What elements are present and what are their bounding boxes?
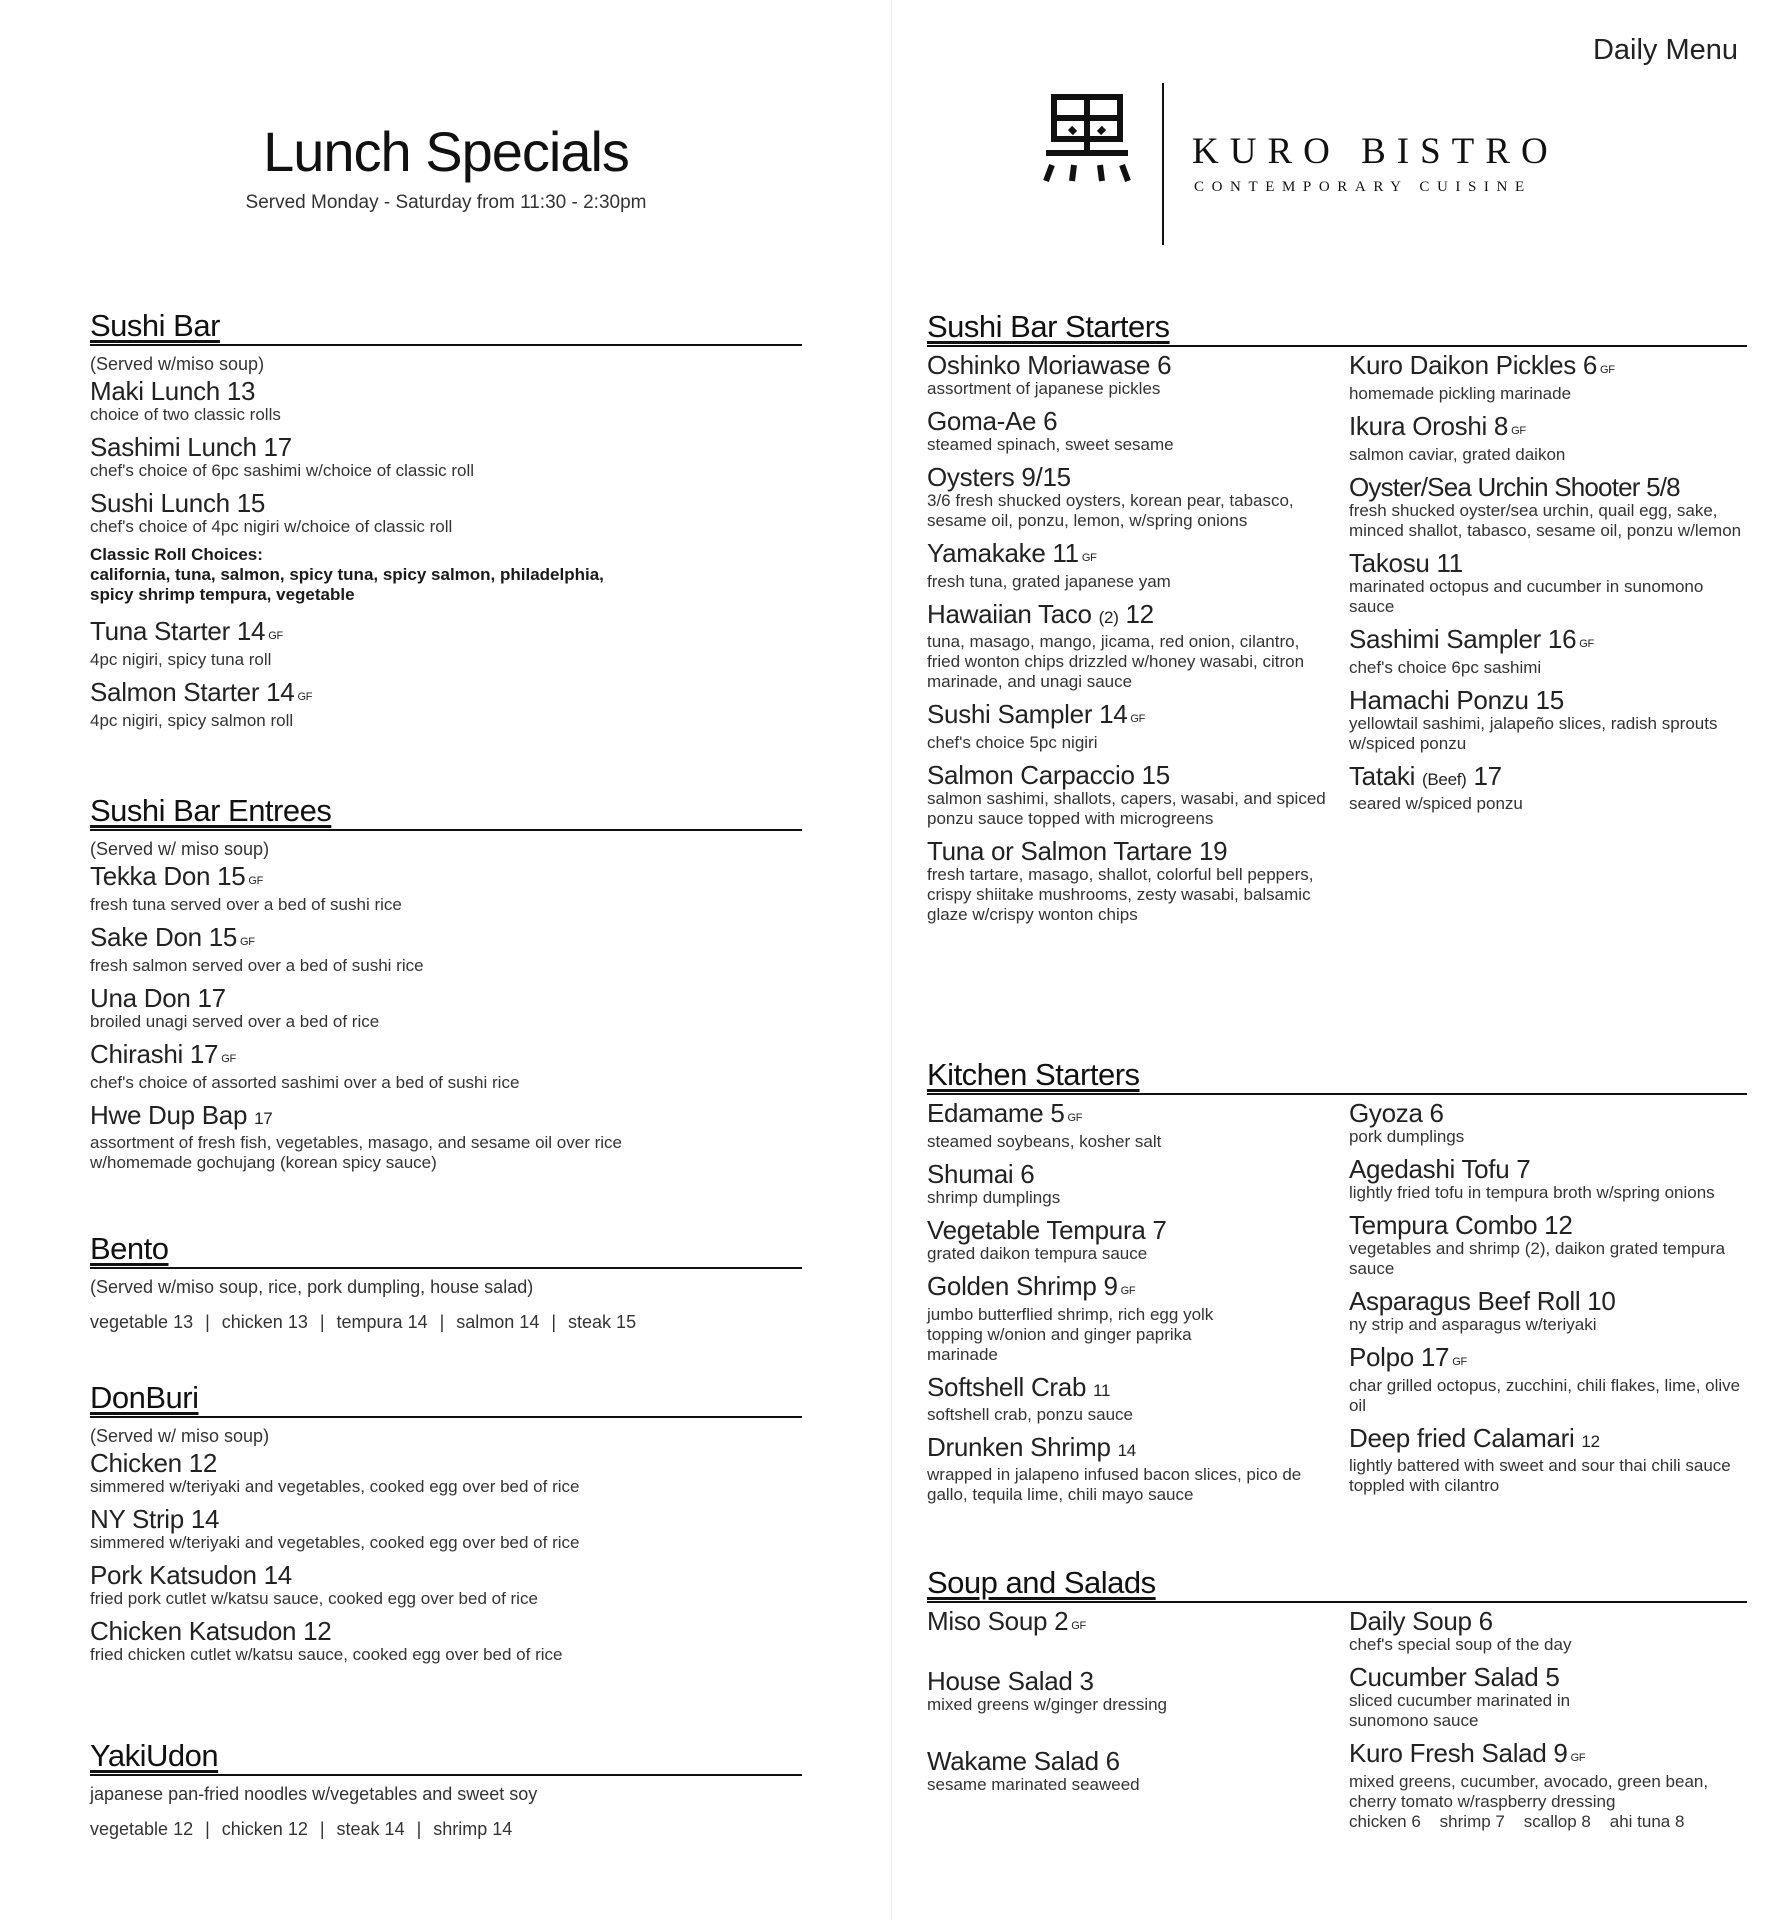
menu-item (1349, 1663, 1747, 1731)
item-name: Goma-Ae 6 (927, 406, 1058, 436)
menu-item (927, 463, 1335, 531)
gluten-free-badge: GF (1579, 638, 1594, 650)
item-title: Sushi Sampler 14 (927, 699, 1128, 729)
menu-item (90, 1449, 802, 1497)
item-name: Oysters 9/15 (927, 462, 1071, 492)
two-columns (927, 347, 1747, 925)
section-soup-and-salads (927, 1565, 1747, 1832)
section-kitchen-starters (927, 1057, 1747, 1505)
item-desc: fresh salmon served over a bed of sushi rice (90, 956, 424, 975)
item-name (927, 1373, 1335, 1405)
menu-item (90, 862, 802, 915)
menu-item (90, 1505, 802, 1553)
gluten-free-badge: GF (1071, 1620, 1086, 1632)
menu-item (1349, 1211, 1747, 1279)
item-desc: fresh shucked oyster/sea urchin, quail egg, sake, minced shallot, tabasco, sesame oil, ponzu w/lemon (1348, 501, 1742, 540)
item-title: Sake Don 15 (90, 922, 238, 952)
item-name: Asparagus Beef Roll 10 (1348, 1286, 1616, 1316)
yakiudon-choices (90, 1819, 802, 1840)
menu-item (1349, 1343, 1747, 1416)
gluten-free-badge: GF (248, 875, 264, 887)
item-desc: sesame marinated seaweed (927, 1775, 1140, 1794)
section-title: Sushi Bar (90, 308, 802, 346)
section-sushi-bar (90, 308, 802, 731)
item-name (1349, 1739, 1747, 1772)
choice-item: shrimp 14 (433, 1819, 513, 1839)
gluten-free-badge: GF (1600, 364, 1615, 376)
menu-item (90, 1561, 802, 1609)
item-price: 17 (254, 1109, 273, 1128)
menu-item (1349, 549, 1747, 617)
lunch-specials-header (90, 120, 802, 214)
separator: | (319, 1819, 325, 1839)
item-desc: lightly battered with sweet and sour thai chili sauce toppled with cilantro (1348, 1456, 1731, 1495)
item-desc: 4pc nigiri, spicy tuna roll (90, 650, 272, 669)
menu-item (927, 1433, 1335, 1505)
item-desc: broiled unagi served over a bed of rice (90, 1012, 380, 1031)
item-desc: salmon caviar, grated daikon (1348, 445, 1566, 464)
item-title: Deep fried Calamari (1348, 1423, 1575, 1453)
menu-item (1349, 351, 1747, 404)
gluten-free-badge: GF (240, 936, 255, 948)
column-left (927, 347, 1335, 925)
menu-item (90, 489, 802, 537)
separator: | (551, 1312, 557, 1332)
item-desc: fresh tuna served over a bed of sushi rice (90, 895, 402, 914)
item-name: Cucumber Salad 5 (1348, 1662, 1560, 1692)
choice-item: salmon 14 (456, 1312, 540, 1332)
item-title: Miso Soup 2 (927, 1606, 1069, 1636)
item-desc: lightly fried tofu in tempura broth w/spring onions (1348, 1183, 1715, 1202)
menu-item (927, 837, 1335, 925)
item-title: Golden Shrimp 9 (927, 1271, 1118, 1301)
item-desc: choice of two classic rolls (90, 405, 281, 424)
choice-item: steak 14 (336, 1819, 405, 1839)
menu-item (1349, 686, 1747, 754)
menu-item (90, 923, 802, 976)
item-name: Oshinko Moriawase 6 (927, 350, 1172, 380)
item-title: Sashimi Sampler 16 (1348, 624, 1577, 654)
menu-item (927, 351, 1335, 399)
section-title: Bento (90, 1231, 802, 1269)
menu-item (90, 1617, 802, 1665)
item-desc: fresh tartare, masago, shallot, colorful bell peppers, crispy shiitake mushrooms, zesty wasabi, balsamic glaze w/crispy wonton chips (927, 865, 1314, 924)
item-desc: steamed soybeans, kosher salt (927, 1132, 1162, 1151)
section-note: (Served w/miso soup) (90, 354, 265, 374)
item-name: Maki Lunch 13 (90, 376, 256, 406)
choice-item: steak 15 (568, 1312, 637, 1332)
item-name (1349, 762, 1747, 794)
item-name (1349, 1424, 1747, 1456)
item-name: Tempura Combo 12 (1348, 1210, 1573, 1240)
item-qualifier: (Beef) (1422, 770, 1467, 789)
column-right (1349, 1095, 1747, 1505)
menu-item (1349, 473, 1747, 541)
page-subtitle: Served Monday - Saturday from 11:30 - 2:30pm (245, 192, 647, 213)
item-title: Hwe Dup Bap (90, 1100, 248, 1130)
item-title: Edamame 5 (927, 1098, 1065, 1128)
kuro-kanji-icon (1042, 93, 1132, 185)
item-name: Oyster/Sea Urchin Shooter 5/8 (1348, 472, 1680, 502)
item-name: Una Don 17 (90, 983, 226, 1013)
item-title: Softshell Crab (927, 1372, 1087, 1402)
menu-item (927, 761, 1335, 829)
daily-menu-label: Daily Menu (1592, 34, 1738, 66)
item-desc: 3/6 fresh shucked oysters, korean pear, tabasco, sesame oil, ponzu, lemon, w/spring onions (927, 491, 1294, 530)
item-name (90, 1101, 802, 1133)
section-note: (Served w/ miso soup) (90, 839, 270, 859)
item-name: Chicken 12 (90, 1448, 218, 1478)
item-desc: chef's special soup of the day (1348, 1635, 1572, 1654)
item-desc: shrimp dumplings (927, 1188, 1061, 1207)
column-right (1349, 1603, 1747, 1832)
menu-item (927, 539, 1335, 592)
menu-item (927, 1667, 1335, 1739)
gluten-free-badge: GF (268, 630, 283, 642)
separator: | (205, 1312, 210, 1332)
item-desc: chef's choice of assorted sashimi over a bed of sushi rice (90, 1073, 520, 1092)
item-desc: marinated octopus and cucumber in sunomono sauce (1348, 577, 1704, 616)
item-name (90, 923, 802, 956)
item-name: Pork Katsudon 14 (90, 1560, 292, 1590)
page-title: Lunch Specials (263, 120, 629, 183)
menu-item (90, 617, 802, 670)
restaurant-logo (1042, 83, 1582, 245)
menu-item (90, 678, 802, 731)
item-desc: chef's choice of 6pc sashimi w/choice of classic roll (90, 461, 475, 480)
item-desc: homemade pickling marinade (1348, 384, 1572, 403)
gluten-free-badge: GF (297, 691, 313, 703)
item-name: House Salad 3 (927, 1666, 1094, 1696)
item-name (927, 1099, 1335, 1132)
menu-item (1349, 1739, 1747, 1832)
item-name: Gyoza 6 (1348, 1098, 1444, 1128)
section-yakiudon (90, 1738, 802, 1840)
menu-item (1349, 412, 1747, 465)
item-desc: chef's choice 6pc sashimi (1348, 658, 1542, 677)
choice-item: tempura 14 (336, 1312, 428, 1332)
menu-item (927, 600, 1335, 692)
item-name (1349, 412, 1747, 445)
item-desc: fresh tuna, grated japanese yam (927, 572, 1171, 591)
right-page (927, 0, 1747, 1920)
logo-divider (1162, 83, 1164, 245)
menu-item (1349, 1424, 1747, 1496)
item-name (927, 1607, 1335, 1640)
menu-item (927, 1607, 1335, 1659)
gluten-free-badge: GF (1130, 713, 1146, 725)
item-name (90, 862, 802, 895)
item-title: Tataki (1348, 761, 1416, 791)
gluten-free-badge: GF (1570, 1752, 1586, 1764)
menu-item (90, 1040, 802, 1093)
section-sushi-bar-starters (927, 309, 1747, 925)
separator: | (416, 1819, 422, 1839)
column-left (927, 1603, 1335, 1832)
item-desc: assortment of japanese pickles (927, 379, 1161, 398)
item-desc: steamed spinach, sweet sesame (927, 435, 1174, 454)
item-desc: salmon sashimi, shallots, capers, wasabi, and spiced ponzu sauce topped with microgreens (927, 789, 1326, 828)
item-name: Daily Soup 6 (1348, 1606, 1493, 1636)
menu-item (927, 1272, 1335, 1365)
item-name: Chicken Katsudon 12 (90, 1616, 332, 1646)
two-columns (927, 1603, 1747, 1832)
menu-item (927, 1373, 1335, 1425)
menu-item (927, 1747, 1335, 1795)
item-name (90, 1040, 802, 1073)
menu-item (1349, 1155, 1747, 1203)
menu-item (927, 1160, 1335, 1208)
menu-item (1349, 1607, 1747, 1655)
item-name (927, 600, 1335, 632)
choice-item: vegetable 13 (90, 1312, 194, 1332)
item-name (90, 617, 802, 650)
item-title: Tekka Don 15 (90, 861, 246, 891)
bento-choices (90, 1312, 802, 1333)
item-price: 14 (1117, 1441, 1136, 1460)
restaurant-tagline: CONTEMPORARY CUISINE (1194, 179, 1532, 195)
section-title: Sushi Bar Entrees (90, 793, 802, 831)
item-desc: assortment of fresh fish, vegetables, masago, and sesame oil over rice w/homemade gochujang (korean spicy sauce) (90, 1133, 622, 1172)
item-name: Agedashi Tofu 7 (1348, 1154, 1531, 1184)
gluten-free-badge: GF (1452, 1356, 1467, 1368)
item-title: Chirashi 17 (90, 1039, 219, 1069)
section-title: DonBuri (90, 1380, 802, 1418)
column-left (927, 1095, 1335, 1505)
item-name (927, 1433, 1335, 1465)
item-name: Takosu 11 (1348, 548, 1463, 578)
item-desc: wrapped in jalapeno infused bacon slices, pico de gallo, tequila lime, chili mayo sauce (927, 1465, 1302, 1504)
item-desc: chef's choice 5pc nigiri (927, 733, 1098, 752)
menu-item (927, 407, 1335, 455)
item-price: 12 (1125, 599, 1154, 629)
item-name: Hamachi Ponzu 15 (1348, 685, 1564, 715)
item-title: Yamakake 11 (927, 538, 1079, 568)
section-note: (Served w/miso soup, rice, pork dumpling, house salad) (90, 1277, 534, 1297)
item-name: Shumai 6 (927, 1159, 1035, 1189)
item-title: Salmon Starter 14 (90, 677, 295, 707)
item-title: Polpo 17 (1348, 1342, 1450, 1372)
menu-item (90, 1101, 802, 1173)
salad-add-ons: chicken 6 shrimp 7 scallop 8 ahi tuna 8 (1348, 1812, 1685, 1831)
item-desc: chef's choice of 4pc nigiri w/choice of classic roll (90, 517, 453, 536)
item-desc: simmered w/teriyaki and vegetables, cooked egg over bed of rice (90, 1533, 580, 1552)
item-desc: jumbo butterflied shrimp, rich egg yolk topping w/onion and ginger paprika marinade (927, 1305, 1214, 1364)
item-name (927, 1272, 1335, 1305)
separator: | (319, 1312, 325, 1332)
item-qty: (2) (1098, 608, 1119, 627)
section-bento (90, 1231, 802, 1333)
separator: | (439, 1312, 445, 1332)
menu-item (90, 377, 802, 425)
item-price: 17 (1473, 761, 1502, 791)
menu-item (927, 1099, 1335, 1152)
classic-roll-heading: Classic Roll Choices: (90, 545, 263, 564)
item-name: Sashimi Lunch 17 (90, 432, 292, 462)
item-title: Hawaiian Taco (927, 599, 1092, 629)
item-name: Vegetable Tempura 7 (927, 1215, 1167, 1245)
restaurant-name: KURO BISTRO (1192, 131, 1559, 172)
item-title: Kuro Daikon Pickles 6 (1348, 350, 1598, 380)
section-donburi (90, 1380, 802, 1665)
item-name (927, 700, 1335, 733)
menu-item (1349, 762, 1747, 814)
two-columns (927, 1095, 1747, 1505)
gluten-free-badge: GF (1511, 425, 1526, 437)
item-desc: char grilled octopus, zucchini, chili flakes, lime, olive oil (1348, 1376, 1741, 1415)
menu-item (90, 984, 802, 1032)
item-desc: fried pork cutlet w/katsu sauce, cooked egg over bed of rice (90, 1589, 538, 1608)
item-desc: 4pc nigiri, spicy salmon roll (90, 711, 294, 730)
item-name (1349, 351, 1747, 384)
section-title: YakiUdon (90, 1738, 802, 1776)
section-note: japanese pan-fried noodles w/vegetables and sweet soy (90, 1784, 538, 1804)
item-name (1349, 625, 1747, 658)
column-right (1349, 347, 1747, 925)
item-price: 12 (1581, 1432, 1600, 1451)
page-fold (891, 0, 892, 1920)
item-desc: simmered w/teriyaki and vegetables, cooked egg over bed of rice (90, 1477, 580, 1496)
item-title: Drunken Shrimp (927, 1432, 1111, 1462)
classic-roll-list: california, tuna, salmon, spicy tuna, spicy salmon, philadelphia, spicy shrimp tempura, vegetable (90, 565, 604, 604)
choice-item: chicken 12 (221, 1819, 308, 1839)
menu-item (1349, 1099, 1747, 1147)
separator: | (205, 1819, 210, 1839)
gluten-free-badge: GF (221, 1053, 236, 1065)
item-desc: sliced cucumber marinated in sunomono sauce (1348, 1691, 1571, 1730)
section-note: (Served w/ miso soup) (90, 1426, 270, 1446)
menu-item (927, 1216, 1335, 1264)
item-desc: fried chicken cutlet w/katsu sauce, cooked egg over bed of rice (90, 1645, 563, 1664)
item-name: Salmon Carpaccio 15 (927, 760, 1170, 790)
choice-item: vegetable 12 (90, 1819, 194, 1839)
menu-item (1349, 625, 1747, 678)
item-name: NY Strip 14 (90, 1504, 220, 1534)
item-name (90, 678, 802, 711)
item-price: 11 (1093, 1381, 1111, 1400)
item-title: Kuro Fresh Salad 9 (1348, 1738, 1568, 1768)
item-desc: vegetables and shrimp (2), daikon grated tempura sauce (1348, 1239, 1726, 1278)
choice-item: chicken 13 (221, 1312, 308, 1332)
item-desc: tuna, masago, mango, jicama, red onion, cilantro, fried wonton chips drizzled w/honey wasabi, citron marinade, and unagi sauce (927, 632, 1305, 691)
item-desc: mixed greens, cucumber, avocado, green bean, cherry tomato w/raspberry dressing (1348, 1772, 1709, 1811)
gluten-free-badge: GF (1081, 552, 1097, 564)
section-title: Soup and Salads (927, 1565, 1747, 1603)
section-title: Kitchen Starters (927, 1057, 1747, 1095)
item-title: Tuna Starter 14 (90, 616, 266, 646)
item-name: Wakame Salad 6 (927, 1746, 1120, 1776)
item-desc: pork dumplings (1348, 1127, 1465, 1146)
item-desc: yellowtail sashimi, jalapeño slices, radish sprouts w/spiced ponzu (1348, 714, 1718, 753)
menu-item (1349, 1287, 1747, 1335)
item-name: Tuna or Salmon Tartare 19 (927, 836, 1228, 866)
item-name: Sushi Lunch 15 (90, 488, 266, 518)
item-desc: grated daikon tempura sauce (927, 1244, 1148, 1263)
gluten-free-badge: GF (1067, 1112, 1083, 1124)
section-sushi-bar-entrees (90, 793, 802, 1173)
menu-item (927, 700, 1335, 753)
item-desc: seared w/spiced ponzu (1348, 794, 1523, 813)
section-title: Sushi Bar Starters (927, 309, 1747, 347)
item-desc: mixed greens w/ginger dressing (927, 1695, 1168, 1714)
item-desc: softshell crab, ponzu sauce (927, 1405, 1134, 1424)
left-page (90, 0, 802, 1920)
gluten-free-badge: GF (1120, 1285, 1136, 1297)
item-name (1349, 1343, 1747, 1376)
item-title: Ikura Oroshi 8 (1348, 411, 1509, 441)
menu-item (90, 433, 802, 481)
item-name (927, 539, 1335, 572)
item-desc: ny strip and asparagus w/teriyaki (1348, 1315, 1597, 1334)
